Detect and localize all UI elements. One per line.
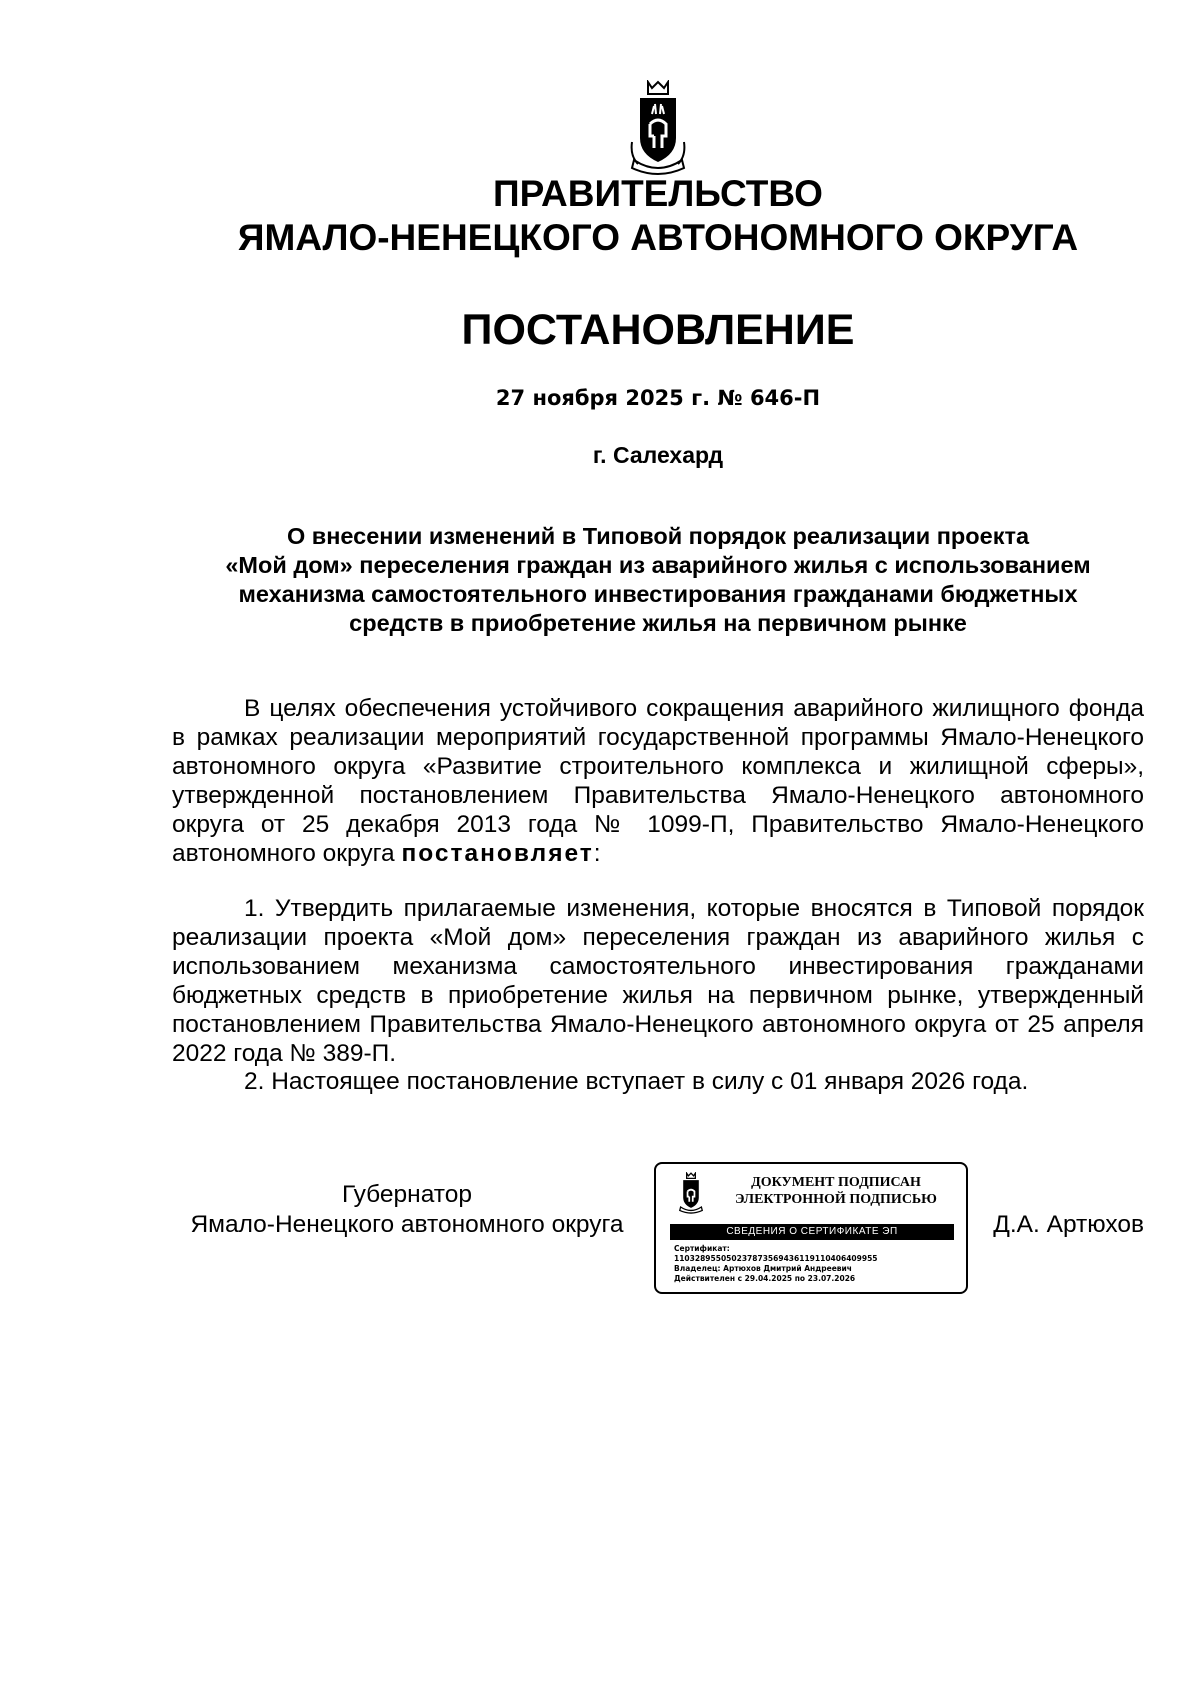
document-city: г. Салехард	[592, 442, 724, 468]
signer-title: Губернатор	[342, 1181, 472, 1208]
signer-region: Ямало-Ненецкого автономного округа	[190, 1211, 624, 1238]
signer-position	[172, 1180, 642, 1240]
resolution-item-2: 2. Настоящее постановление вступает в силу с 01 января 2026 года.	[244, 1068, 1029, 1095]
signer-name: Д.А. Артюхов	[993, 1211, 1144, 1238]
government-title: ПРАВИТЕЛЬСТВО	[493, 173, 823, 214]
certificate-owner: Владелец: Артюхов Дмитрий Андреевич	[674, 1264, 852, 1273]
intro-paragraph	[172, 694, 1144, 868]
document-type: ПОСТАНОВЛЕНИЕ	[461, 306, 855, 354]
certificate-validity: Действителен с 29.04.2025 по 23.07.2026	[674, 1274, 856, 1283]
coat-of-arms-icon	[628, 80, 688, 180]
document-date-number: 27 ноября 2025 г. № 646-П	[495, 386, 821, 410]
document-subject	[172, 522, 1144, 638]
certificate-info-bar: СВЕДЕНИЯ О СЕРТИФИКАТЕ ЭП	[670, 1224, 954, 1240]
subject-line: средств в приобретение жилья на первичном рынке	[349, 610, 967, 636]
stamp-title-line: ДОКУМЕНТ ПОДПИСАН	[751, 1175, 921, 1190]
subject-line: О внесении изменений в Типовой порядок реализации проекта	[286, 523, 1030, 549]
government-region: ЯМАЛО-НЕНЕЦКОГО АВТОНОМНОГО ОКРУГА	[237, 217, 1079, 258]
subject-line: механизма самостоятельного инвестирования гражданами бюджетных	[238, 581, 1078, 607]
intro-end: :	[593, 840, 601, 867]
resolution-keyword: постановляет	[401, 840, 594, 867]
stamp-title-line: ЭЛЕКТРОННОЙ ПОДПИСЬЮ	[735, 1192, 937, 1207]
resolution-item-1: 1. Утвердить прилагаемые изменения, которые вносятся в Типовой порядок реализации проекта «Мой дом» переселения граждан из аварийного жилья с использованием механизма самостоятельного инвестирования гражданами бюджетных средств в приобретение жилья на первичном рынке, утвержденный постановлением Правительства Ямало-Ненецкого автономного округа от 25 апреля 2022 года № 389-П.	[172, 895, 1144, 1067]
subject-line: «Мой дом» переселения граждан из аварийного жилья с использованием	[225, 552, 1091, 578]
certificate-label: Сертификат:	[674, 1244, 730, 1253]
electronic-signature-stamp	[654, 1162, 968, 1294]
intro-text: В целях обеспечения устойчивого сокращения аварийного жилищного фонда в рамках реализации мероприятий государственной программы Ямало-Ненецкого автономного округа «Развитие строительного комплекса и жилищной сферы», утвержденной постановлением Правительства Ямало-Ненецкого автономного округа от 25 декабря 2013 года № 1099-П, Правительство Ямало-Ненецкого автономного округа	[172, 695, 1144, 867]
stamp-title	[710, 1174, 962, 1208]
certificate-number: 110328955050237873569436119110406409955	[674, 1254, 878, 1263]
coat-of-arms-icon	[678, 1172, 704, 1216]
